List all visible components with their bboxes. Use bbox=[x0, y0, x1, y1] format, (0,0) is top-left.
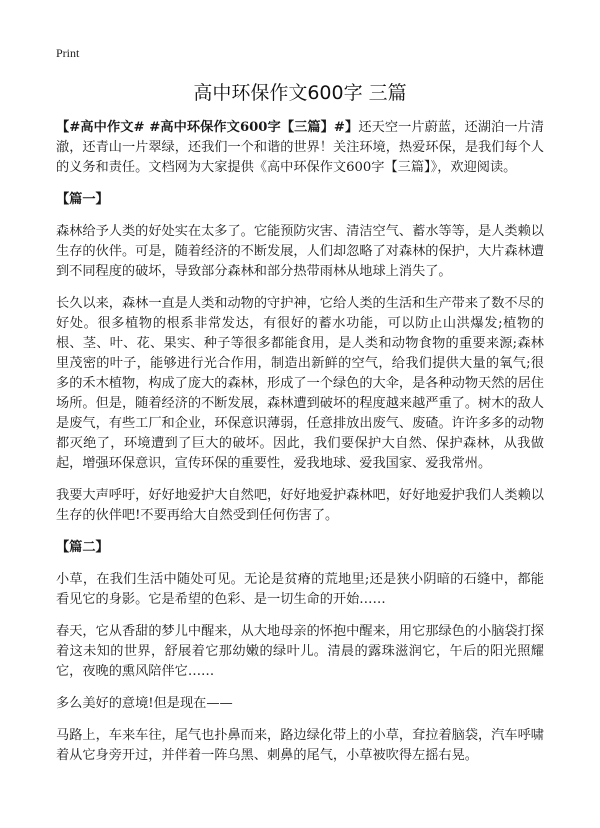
section-heading-2: 【篇二】 bbox=[56, 540, 109, 555]
section-2-paragraph-2: 春天，它从香甜的梦儿中醒来，从大地母亲的怀抱中醒来，用它那绿色的小脑袋打探着这未知的世界，舒展着它那幼嫩的绿叶儿。清晨的露珠滋润它，午后的阳光照耀它，夜晚的熏风陪伴它…… bbox=[56, 624, 544, 679]
intro-tag: 【#高中作文# #高中环保作文600字【三篇】#】 bbox=[56, 120, 359, 135]
section-2-paragraph-1: 小草，在我们生活中随处可见。无论是贫瘠的荒地里;还是狭小阴暗的石缝中，都能看见它的身影。它是希望的色彩、是一切生命的开始…… bbox=[56, 572, 544, 607]
section-1-paragraph-2: 长久以来，森林一直是人类和动物的守护神，它给人类的生活和生产带来了数不尽的好处。很多植物的根系非常发达，有很好的蓄水功能，可以防止山洪爆发;植物的根、茎、叶、花、果实、种子等很多都能食用，是人类和动物食物的重要来源;森林里茂密的叶子，能够进行光合作用，制造出新鲜的空气，给我们提供大量的氧气;很多的禾木植物，构成了庞大的森林，形成了一个绿色的大伞，是各种动物天然的居住场所。但是，随着经济的不断发展，森林遭到破坏的程度越来越严重了。树木的敌人是废气，有些工厂和企业，环保意识薄弱，任意排放出废气、废碴。许许多多的动物都灭绝了，环境遭到了巨大的破坏。因此，我们要保护大自然、保护森林，从我做起，增强环保意识，宣传环保的重要性，爱我地球、爱我国家、爱我常州。 bbox=[56, 296, 544, 471]
document-title: 高中环保作文600字 三篇 bbox=[193, 82, 407, 104]
section-1-paragraph-1: 森林给予人类的好处实在太多了。它能预防灾害、清洁空气、蓄水等等，是人类赖以生存的伙伴。可是，随着经济的不断发展，人们却忽略了对森林的保护，大片森林遭到不同程度的破坏，导致部分森林和部分热带雨林从地球上消失了。 bbox=[56, 224, 544, 279]
section-1-paragraph-3: 我要大声呼吁，好好地爱护大自然吧，好好地爱护森林吧，好好地爱护我们人类赖以生存的伙伴吧!不要再给大自然受到任何伤害了。 bbox=[56, 488, 544, 523]
intro-text: 还天空一片蔚蓝，还湖泊一片清澈，还青山一片翠绿，还我们一个和谐的世界！关注环境，热爱环保，是我们每个人的义务和责任。文档网为大家提供《高中环保作文600字【三篇】》，欢迎阅读。 bbox=[56, 120, 544, 175]
section-2-paragraph-3: 多么美好的意境!但是现在—— bbox=[56, 696, 233, 711]
document-body bbox=[56, 118, 544, 778]
section-2-paragraph-4: 马路上，车来车往，尾气也扑鼻而来，路边绿化带上的小草，耷拉着脑袋，汽车呼啸着从它身旁开过，并伴着一阵乌黑、刺鼻的尾气，小草被吹得左摇右晃。 bbox=[56, 728, 544, 763]
print-label: Print bbox=[56, 46, 80, 60]
section-heading-1: 【篇一】 bbox=[56, 192, 109, 207]
intro-paragraph bbox=[56, 118, 544, 178]
